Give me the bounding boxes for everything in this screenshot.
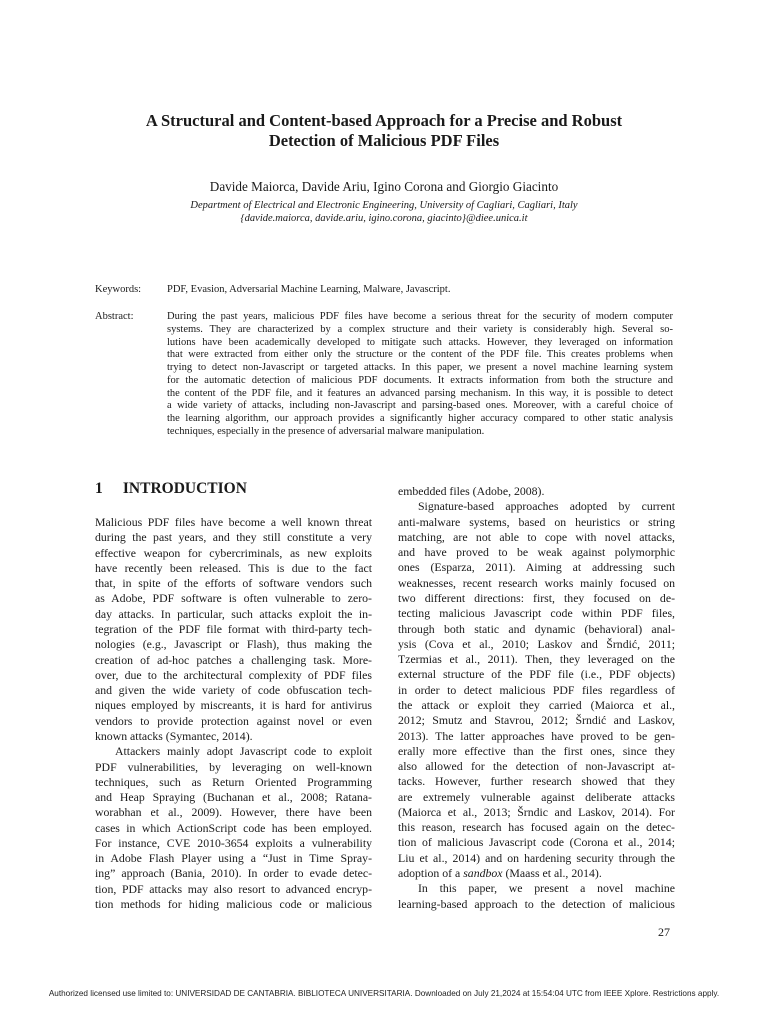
body-line: PDF vulnerabilities, by leveraging on well-known (95, 759, 372, 774)
section-heading (95, 480, 247, 498)
body-line: ysis (Cova et al., 2010; Laskov and Šrndić, 2011; (398, 636, 675, 651)
right-column (398, 484, 675, 912)
body-line: (Maiorca et al., 2013; Šrndic and Laskov, 2014). For (398, 804, 675, 819)
body-line: For instance, CVE 2010-3654 exploits a vulnerability (95, 835, 372, 850)
abstract-line: for the automatic detection of malicious PDF documents. It extracts information from both the structure and (167, 374, 673, 386)
abstract-line: the learning algorithm, our approach provides a significantly higher accuracy compared to other static analysis (167, 413, 673, 425)
body-line: Liu et al., 2014) and on hardening security through the (398, 850, 675, 865)
body-line: the attack or exploit they carried (Maiorca et al., (398, 697, 675, 712)
body-line: this reason, research has focused again on the detec- (398, 820, 675, 835)
section-number: 1 (95, 480, 103, 497)
body-line: known attacks (Symantec, 2014). (95, 728, 253, 743)
affiliation (96, 199, 672, 225)
body-line: nologies (e.g., Javascript or Flash), thus making the (95, 637, 372, 652)
body-line: in order to detect malicious PDF files regardless of (398, 682, 675, 697)
body-line: are extremely vulnerable against deliberate attacks (398, 789, 675, 804)
body-line: worabhan et al., 2009). However, there have been (95, 805, 372, 820)
abstract-line: During the past years, malicious PDF files have become a serious threat for the security of modern computer (167, 311, 673, 322)
body-line: in Adobe Flash Player using a “Just in Time Spray- (95, 851, 372, 866)
paper-title (96, 111, 672, 151)
abstract-line: lutions have been academically developed to mitigate such attacks. However, they leveraged on information (167, 336, 673, 348)
body-line: tion of malicious Javascript code (Corona et al., 2014; (398, 835, 675, 850)
body-line: and have proved to be weak against polymorphic (398, 545, 675, 560)
body-line: external structure of the PDF file (i.e., PDF objects) (398, 667, 675, 682)
email-line: {davide.maiorca, davide.ariu, igino.corona, giacinto}@diee.unica.it (240, 213, 528, 224)
abstract-line: systems. They are characterized by a complex structure and their variety is considerably high. Several so- (167, 323, 673, 335)
body-line: and Heap Spraying (Buchanan et al., 2008; Ratana- (95, 790, 372, 805)
body-line: tecting malicious Javascript code within PDF files, (398, 606, 675, 621)
body-line: Attackers mainly adopt Javascript code to exploit (115, 744, 372, 759)
abstract-line: a wide variety of attacks, including non-Javascript and parsing-based ones. Moreover, with a careful choice of (167, 400, 673, 412)
body-line: erally more effective than the first ones, since they (398, 743, 675, 758)
body-line: ing” approach (Bania, 2010). In order to evade detec- (95, 866, 372, 881)
body-line: tion, PDF attacks may also resort to advanced encryp- (95, 881, 372, 896)
abstract-label: Abstract: (95, 311, 134, 322)
body-line: have recently been released. This is due to the fact (95, 560, 372, 575)
body-line: techniques, such as Return Oriented Programming (95, 774, 372, 789)
body-line: tegration of the PDF file format with third-party tech- (95, 621, 372, 636)
body-line: Malicious PDF files have become a well known threat (95, 515, 372, 529)
body-line: matching, are not able to cope with novel attacks, (398, 529, 675, 544)
body-line: also allowed for the detection of non-Javascript at- (398, 759, 675, 774)
body-line: 2013). The latter approaches have proved to be gen- (398, 728, 675, 743)
abstract-line: that were extracted from either only the structure or the content of the PDF file. This creates problems when (167, 349, 673, 361)
left-column (95, 515, 372, 912)
body-line: embedded files (Adobe, 2008). (398, 484, 545, 498)
body-line: 2012; Smutz and Stavrou, 2012; Šrndić and Laskov, (398, 713, 675, 728)
body-line: that, in spite of the efforts of software vendors such (95, 576, 372, 591)
emphasis-sandbox: sandbox (463, 866, 503, 881)
abstract-line: techniques, especially in the presence of adversarial malware manipulation. (167, 426, 485, 438)
body-line: through both static and dynamic (behavioral) anal- (398, 621, 675, 636)
body-line: and given the wide variety of code obfuscation tech- (95, 683, 372, 698)
abstract-line: trying to detect non-Javascript or targeted attacks. In this paper, we present a novel machine learning system (167, 362, 673, 374)
author-list: Davide Maiorca, Davide Ariu, Igino Corona and Giorgio Giacinto (209, 179, 559, 194)
body-line: effective weapon for cybercriminals, as new exploits (95, 545, 372, 560)
body-line: tion methods for hiding malicious code or malicious (95, 897, 372, 912)
body-line: ones (Esparza, 2011). Aiming at addressing such (398, 560, 675, 575)
body-line: learning-based approach to the detection of malicious (398, 896, 675, 911)
affiliation-line: Department of Electrical and Electronic Engineering, University of Cagliari, Cagliari, Italy (190, 200, 578, 211)
body-line: niques employed by miscreants, it is hard for antivirus (95, 698, 372, 713)
body-line: creation of ad-hoc patches a challenging task. More- (95, 652, 372, 667)
body-line: Tzermias et al., 2011). Then, they leveraged on the (398, 652, 675, 667)
body-line: weaknesses, recent research works mainly focused on (398, 575, 675, 590)
body-line: vendors to provide protection against novel or even (95, 713, 372, 728)
body-line: cases in which ActionScript code has been employed. (95, 820, 372, 835)
body-line: adoption of a sandbox (Maass et al., 2014). (398, 866, 602, 881)
body-line: during the past years, and they still constitute a very (95, 530, 372, 545)
body-line: Signature-based approaches adopted by current (418, 499, 675, 514)
section-title: INTRODUCTION (122, 480, 247, 497)
body-line: tacks. However, further research showed that they (398, 774, 675, 789)
abstract-line: the content of the PDF file, and it features an advanced parsing mechanism. In this way, it is possible to detect (167, 387, 673, 399)
page-number: 27 (658, 925, 670, 939)
keywords-text: PDF, Evasion, Adversarial Machine Learning, Malware, Javascript. (167, 284, 451, 295)
keywords-label: Keywords: (95, 284, 142, 295)
body-line: anti-malware systems, based on heuristics or string (398, 514, 675, 529)
title-line: Detection of Malicious PDF Files (268, 131, 500, 150)
title-line: A Structural and Content-based Approach for a Precise and Robust (145, 111, 623, 130)
body-line: as Adobe, PDF software is often vulnerable to zero- (95, 591, 372, 606)
body-line: day attacks. In particular, such attacks exploit the in- (95, 606, 372, 621)
body-line: two different directions: first, they focused on de- (398, 590, 675, 605)
body-line: over, due to the architectural complexity of PDF files (95, 667, 372, 682)
abstract-text (167, 311, 673, 439)
body-line: In this paper, we present a novel machine (418, 881, 675, 896)
license-footer: Authorized licensed use limited to: UNIVERSIDAD DE CANTABRIA. BIBLIOTECA UNIVERSITARIA. Downloaded on July 21,2024 at 15:54:04 UTC from IEEE Xplore. Restrictions apply. (48, 989, 720, 998)
